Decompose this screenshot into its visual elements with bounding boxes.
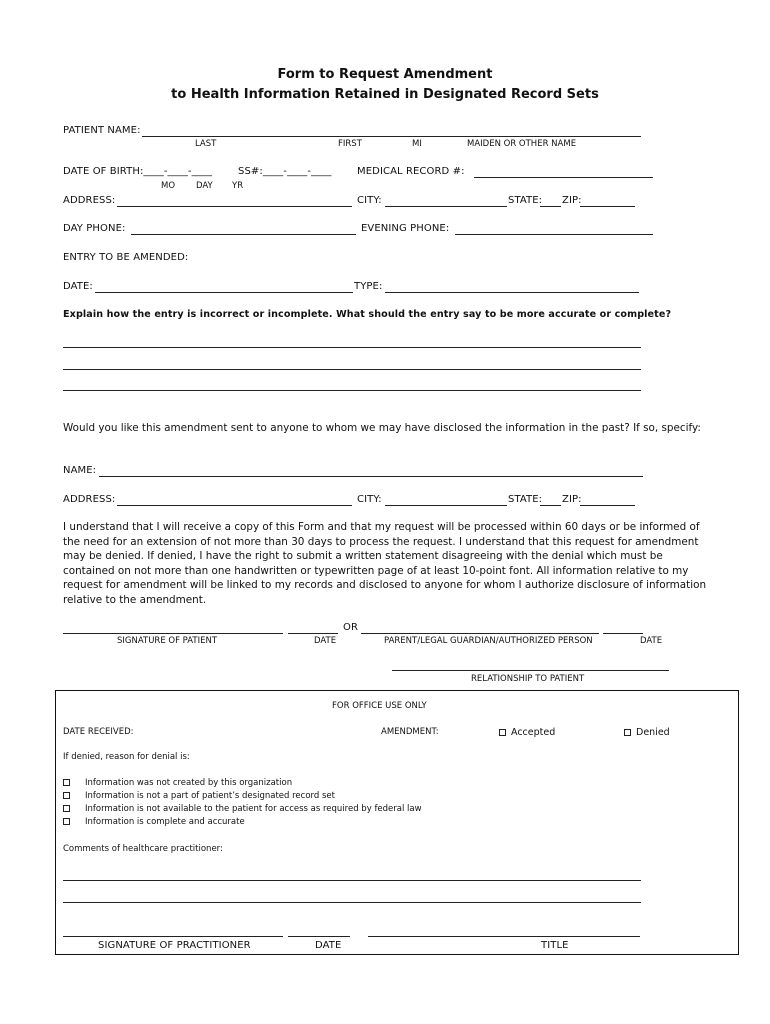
- signature-of-patient-caption: SIGNATURE OF PATIENT: [117, 636, 218, 646]
- zip-field[interactable]: [580, 206, 635, 207]
- practitioner-signature-caption: SIGNATURE OF PRACTITIONER: [98, 940, 251, 951]
- checkbox-icon: [624, 729, 631, 736]
- recipient-city-label: CITY:: [357, 494, 382, 505]
- evening-phone-label: EVENING PHONE:: [361, 223, 450, 234]
- recipient-address-label: ADDRESS:: [63, 494, 116, 505]
- reason-label: Information was not created by this organization: [85, 778, 293, 788]
- entry-date-label: DATE:: [63, 281, 93, 292]
- form-title-line1: Form to Request Amendment: [277, 67, 493, 82]
- address-field[interactable]: [117, 206, 352, 207]
- recipient-name-label: NAME:: [63, 465, 97, 476]
- or-text: OR: [343, 622, 359, 633]
- explain-line-2[interactable]: [63, 369, 641, 370]
- practitioner-signature-field[interactable]: [63, 936, 283, 937]
- checkbox-icon: [63, 779, 70, 786]
- patient-date-caption: DATE: [314, 636, 337, 646]
- day-phone-label: DAY PHONE:: [63, 223, 126, 234]
- practitioner-comments-label: Comments of healthcare practitioner:: [63, 844, 223, 854]
- medical-record-label: MEDICAL RECORD #:: [357, 166, 465, 177]
- patient-date-field[interactable]: [288, 633, 338, 634]
- relationship-field[interactable]: [392, 670, 669, 671]
- reason-label: Information is not a part of patient’s designated record set: [85, 791, 335, 801]
- practitioner-title-field[interactable]: [368, 936, 640, 937]
- checkbox-icon: [63, 792, 70, 799]
- reason-label: Information is not available to the patient for access as required by federal law: [85, 804, 422, 814]
- city-field[interactable]: [385, 206, 507, 207]
- disclosure-question: Would you like this amendment sent to anyone to whom we may have disclosed the information in the past? If so, specify:: [63, 422, 701, 434]
- first-name-caption: FIRST: [338, 139, 362, 149]
- practitioner-date-field[interactable]: [288, 936, 350, 937]
- medical-record-field[interactable]: [474, 177, 653, 178]
- recipient-zip-field[interactable]: [580, 505, 635, 506]
- explain-line-1[interactable]: [63, 347, 641, 348]
- address-label: ADDRESS:: [63, 195, 116, 206]
- reason-checkbox-3[interactable]: [63, 804, 422, 814]
- guardian-date-caption: DATE: [640, 636, 663, 646]
- reason-checkbox-1[interactable]: [63, 778, 292, 788]
- comments-line-2[interactable]: [63, 902, 641, 903]
- zip-label: ZIP:: [562, 195, 582, 206]
- practitioner-date-caption: DATE: [315, 940, 342, 951]
- dob-month-caption: MO: [161, 181, 176, 191]
- state-field[interactable]: [540, 206, 561, 207]
- amendment-label: AMENDMENT:: [381, 727, 439, 737]
- reason-checkbox-4[interactable]: [63, 817, 245, 827]
- ss-number-field[interactable]: SS#:____-____-____: [238, 166, 332, 177]
- entry-type-field[interactable]: [385, 292, 639, 293]
- accepted-label: Accepted: [511, 727, 556, 738]
- middle-initial-caption: MI: [412, 139, 422, 149]
- entry-type-label: TYPE:: [354, 281, 383, 292]
- denied-label: Denied: [636, 727, 670, 738]
- denied-checkbox[interactable]: [624, 727, 670, 738]
- recipient-state-label: STATE:: [508, 494, 543, 505]
- checkbox-icon: [499, 729, 506, 736]
- last-name-caption: LAST: [195, 139, 217, 149]
- recipient-name-field[interactable]: [99, 476, 643, 477]
- patient-name-label: PATIENT NAME:: [63, 125, 141, 136]
- entry-heading: ENTRY TO BE AMENDED:: [63, 252, 189, 263]
- recipient-zip-label: ZIP:: [562, 494, 582, 505]
- practitioner-title-caption: TITLE: [541, 940, 569, 951]
- evening-phone-field[interactable]: [455, 234, 653, 235]
- recipient-state-field[interactable]: [540, 505, 561, 506]
- state-label: STATE:: [508, 195, 543, 206]
- guardian-date-field[interactable]: [603, 633, 643, 634]
- city-label: CITY:: [357, 195, 382, 206]
- checkbox-icon: [63, 805, 70, 812]
- reason-checkbox-2[interactable]: [63, 791, 335, 801]
- maiden-name-caption: MAIDEN OR OTHER NAME: [467, 139, 577, 149]
- date-of-birth-field[interactable]: DATE OF BIRTH:____-____-____: [63, 166, 213, 177]
- guardian-caption: PARENT/LEGAL GUARDIAN/AUTHORIZED PERSON: [384, 636, 593, 646]
- patient-name-field[interactable]: [142, 136, 641, 137]
- date-received-label: DATE RECEIVED:: [63, 727, 134, 737]
- entry-date-field[interactable]: [95, 292, 353, 293]
- guardian-signature-field[interactable]: [361, 633, 599, 634]
- recipient-address-field[interactable]: [117, 505, 352, 506]
- explain-instruction: Explain how the entry is incorrect or incomplete. What should the entry say to be more accurate or complete?: [63, 309, 672, 320]
- form-title-line2: to Health Information Retained in Designated Record Sets: [171, 87, 599, 102]
- office-use-heading: FOR OFFICE USE ONLY: [332, 701, 427, 711]
- day-phone-field[interactable]: [131, 234, 356, 235]
- accepted-checkbox[interactable]: [499, 727, 555, 738]
- reason-label: Information is complete and accurate: [85, 817, 245, 827]
- dob-day-caption: DAY: [196, 181, 213, 191]
- denial-reason-label: If denied, reason for denial is:: [63, 752, 190, 762]
- recipient-city-field[interactable]: [385, 505, 507, 506]
- acknowledgement-statement: I understand that I will receive a copy of this Form and that my request will be processed within 60 days or be informed of the need for an extension of not more than 30 days to process the request. I understand that this request for amendment may be denied. If denied, I have the right to submit a written statement disagreeing with the denial which must be contained on not more than one handwritten or typewritten page of at least 10-point font. All information relative to my request for amendment will be linked to my records and disclosed to anyone for whom I authorize disclosure of information relative to the amendment.: [63, 521, 707, 606]
- comments-line-1[interactable]: [63, 880, 641, 881]
- dob-year-caption: YR: [232, 181, 244, 191]
- relationship-caption: RELATIONSHIP TO PATIENT: [471, 674, 585, 684]
- checkbox-icon: [63, 818, 70, 825]
- patient-signature-field[interactable]: [63, 633, 283, 634]
- explain-line-3[interactable]: [63, 390, 641, 391]
